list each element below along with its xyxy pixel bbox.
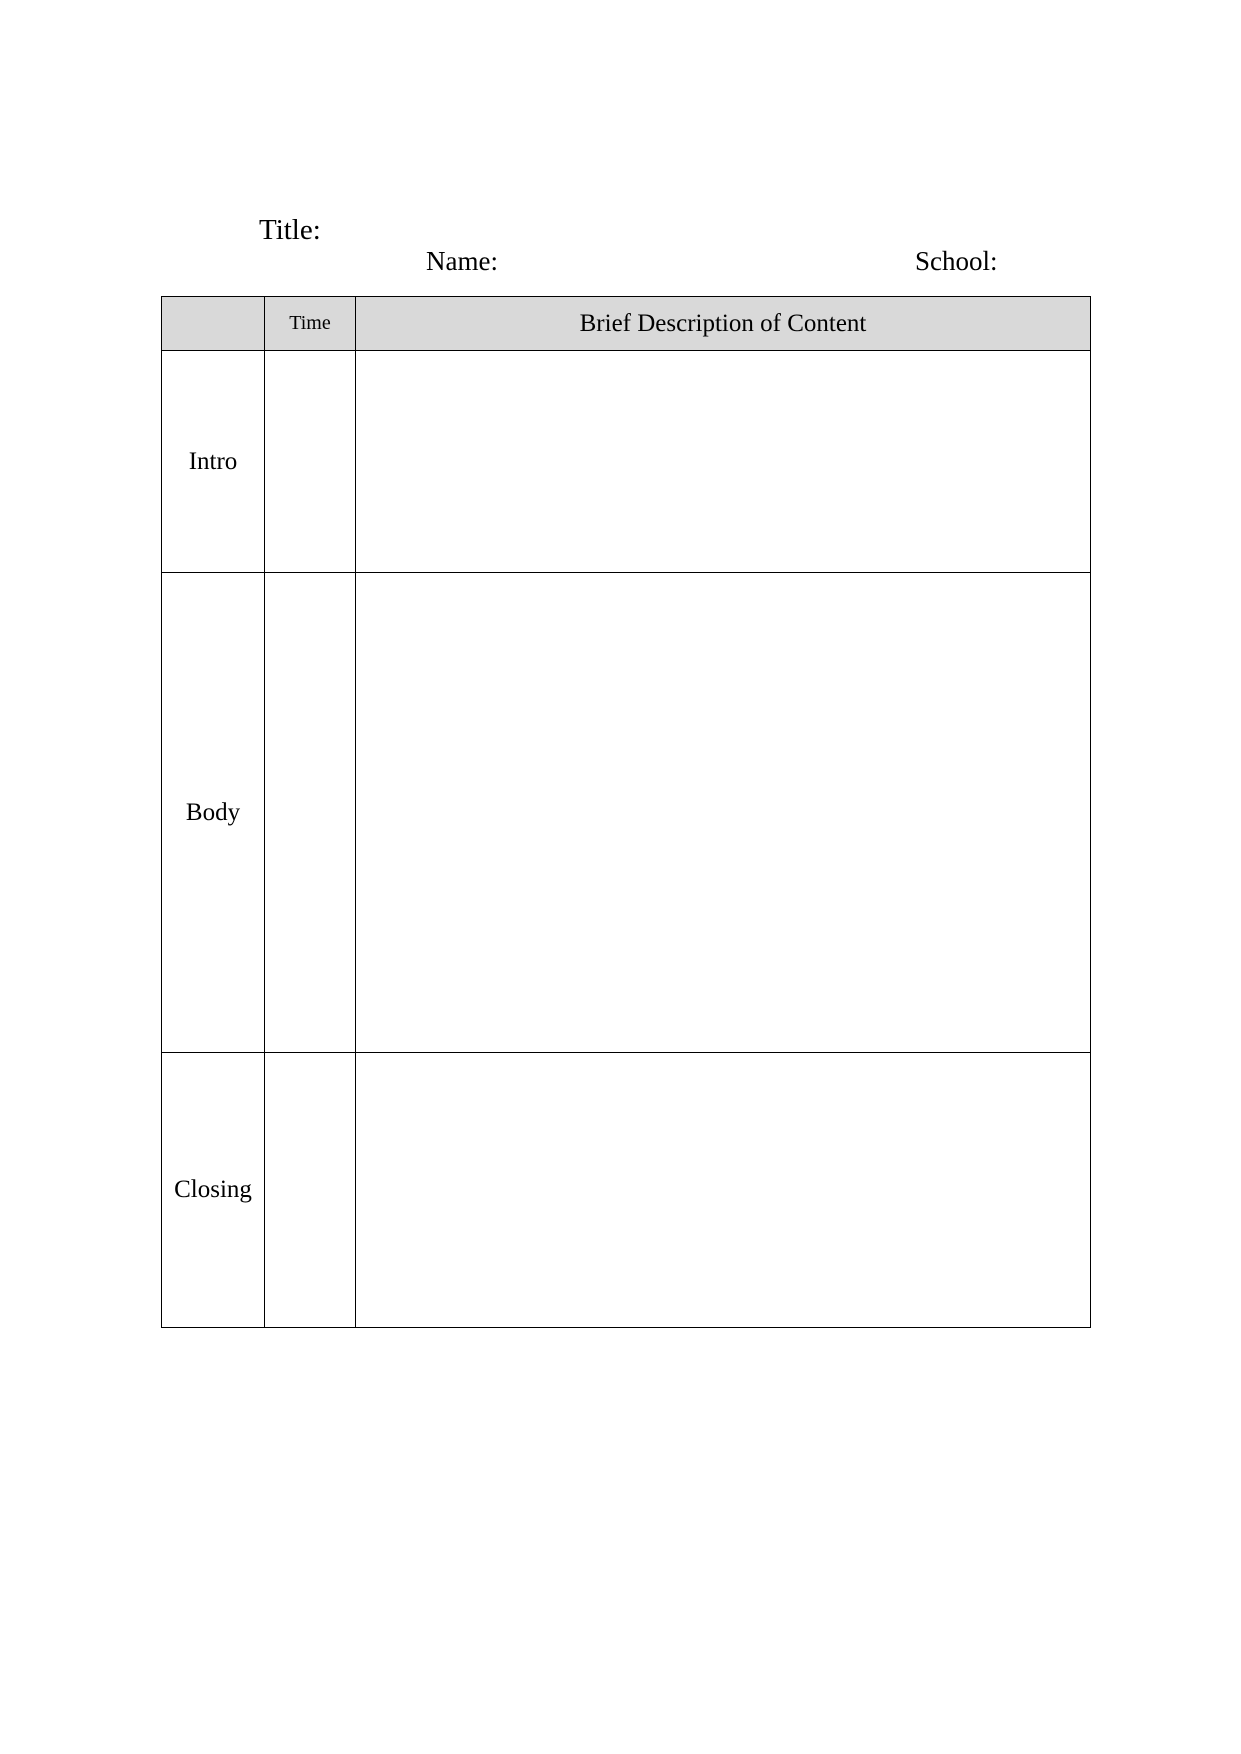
table-header-row (162, 297, 1091, 351)
section-label-closing: Closing (162, 1053, 265, 1328)
table-row (162, 1053, 1091, 1328)
header-cell-time: Time (265, 297, 356, 351)
lesson-plan-table (161, 296, 1091, 1328)
section-label-intro: Intro (162, 351, 265, 573)
description-cell[interactable] (356, 351, 1091, 573)
description-cell[interactable] (356, 1053, 1091, 1328)
header-cell-description: Brief Description of Content (356, 297, 1091, 351)
time-cell[interactable] (265, 1053, 356, 1328)
name-label: Name: (426, 246, 498, 276)
title-label: Title: (259, 214, 321, 246)
time-cell[interactable] (265, 573, 356, 1053)
time-cell[interactable] (265, 351, 356, 573)
school-label: School: (915, 246, 998, 276)
header-cell-section (162, 297, 265, 351)
table-row (162, 351, 1091, 573)
table-row (162, 573, 1091, 1053)
description-cell[interactable] (356, 573, 1091, 1053)
section-label-body: Body (162, 573, 265, 1053)
